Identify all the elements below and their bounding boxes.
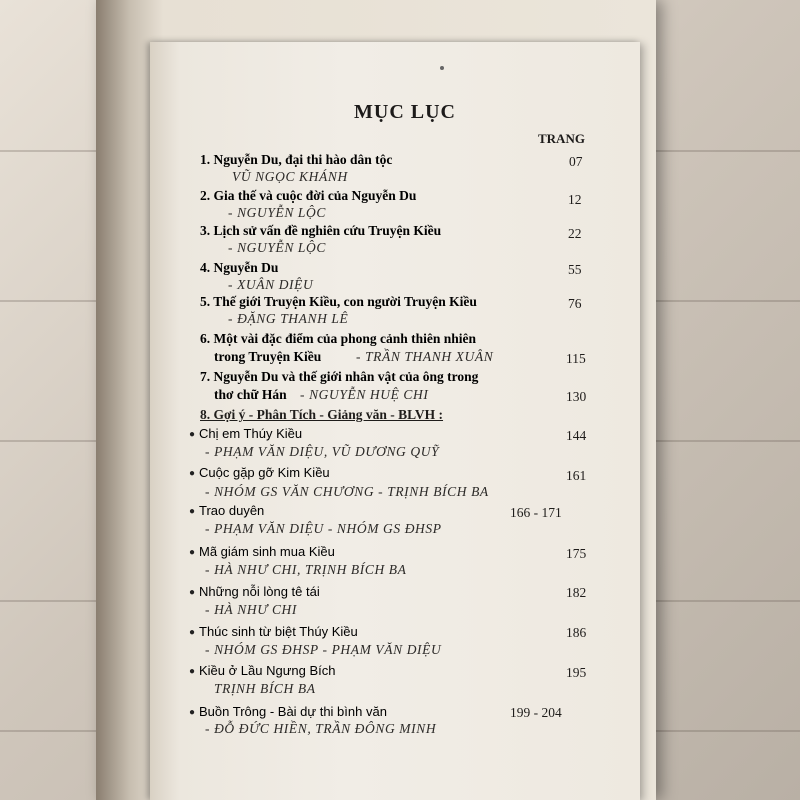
entry-title: 6. Một vài đặc điểm của phong cảnh thiên nhiên [200, 331, 477, 346]
sub-entry-author: - PHẠM VĂN DIỆU, VŨ DƯƠNG QUỸ [205, 444, 440, 459]
section-heading: 8. Gợi ý - Phân Tích - Giảng văn - BLVH : [200, 407, 444, 422]
entry-title-continued: thơ chữ Hán [214, 387, 287, 402]
entry-page: 55 [568, 262, 582, 277]
sub-entry-author: - NHÓM GS ĐHSP - PHẠM VĂN DIỆU [205, 642, 442, 657]
entry-title: 2. Gia thế và cuộc đời của Nguyễn Du [200, 188, 417, 203]
entry-title: 5. Thế giới Truyện Kiều, con người Truyện Kiều [200, 294, 477, 309]
sub-entry-author: - ĐỖ ĐỨC HIỀN, TRẦN ĐÔNG MINH [205, 721, 437, 736]
sub-entry-title: Những nỗi lòng tê tái [199, 584, 320, 599]
bullet-icon: ● [189, 707, 196, 718]
bullet-icon: ● [189, 506, 196, 517]
entry-author: - TRẦN THANH XUÂN [356, 349, 494, 364]
entry-author: VŨ NGỌC KHÁNH [232, 169, 348, 184]
sub-entry-page: 199 - 204 [510, 705, 562, 720]
entry-author: - NGUYỄN LỘC [228, 240, 326, 255]
entry-page: 07 [569, 154, 583, 169]
entry-page: 130 [566, 389, 587, 404]
entry-page: 115 [566, 351, 586, 366]
entry-author: - XUÂN DIỆU [228, 277, 314, 292]
sub-entry-title: Kiều ở Lầu Ngưng Bích [199, 663, 336, 678]
bullet-icon: ● [189, 429, 196, 440]
entry-title: 4. Nguyễn Du [200, 260, 279, 275]
bullet-icon: ● [189, 627, 196, 638]
page-column-header: TRANG [538, 131, 585, 146]
sub-entry-author: - HÀ NHƯ CHI [205, 602, 297, 617]
entry-title-continued: trong Truyện Kiều [214, 349, 322, 364]
sub-entry-page: 175 [566, 546, 587, 561]
entry-page: 76 [568, 296, 582, 311]
bullet-icon: ● [189, 468, 196, 479]
entry-title: 3. Lịch sử vấn đề nghiên cứu Truyện Kiều [200, 223, 442, 238]
sub-entry-title: Cuộc gặp gỡ Kim Kiều [199, 465, 330, 480]
sub-entry-author: TRỊNH BÍCH BA [214, 681, 316, 696]
entry-title: 7. Nguyễn Du và thế giới nhân vật của ông trong [200, 369, 479, 384]
entry-page: 22 [568, 226, 582, 241]
page-title: MỤC LỤC [354, 101, 456, 123]
bullet-icon: ● [189, 587, 196, 598]
sub-entry-page: 182 [566, 585, 587, 600]
sub-entry-title: Trao duyên [199, 503, 265, 518]
sub-entry-page: 161 [566, 468, 587, 483]
sub-entry-page: 166 - 171 [510, 505, 562, 520]
bullet-icon: ● [189, 547, 196, 558]
sub-entry-author: - HÀ NHƯ CHI, TRỊNH BÍCH BA [205, 562, 407, 577]
entry-author: - ĐẶNG THANH LÊ [228, 311, 349, 326]
sub-entry-title: Mã giám sinh mua Kiều [199, 544, 335, 559]
entry-author: - NGUYỄN HUỆ CHI [300, 387, 429, 402]
sub-entry-page: 186 [566, 625, 587, 640]
sub-entry-title: Thúc sinh từ biệt Thúy Kiều [199, 624, 358, 639]
entry-author: - NGUYỄN LỘC [228, 205, 326, 220]
sub-entry-author: - PHẠM VĂN DIỆU - NHÓM GS ĐHSP [205, 521, 442, 536]
sub-entry-author: - NHÓM GS VĂN CHƯƠNG - TRỊNH BÍCH BA [205, 484, 489, 499]
sub-entry-page: 195 [566, 665, 587, 680]
entry-title: 1. Nguyễn Du, đại thi hào dân tộc [200, 152, 393, 167]
entry-page: 12 [568, 192, 582, 207]
sub-entry-title: Buồn Trông - Bài dự thi bình văn [199, 704, 387, 719]
bullet-icon: ● [189, 666, 196, 677]
sub-entry-title: Chị em Thúy Kiều [199, 426, 303, 441]
page-mark [440, 66, 444, 70]
sub-entry-page: 144 [566, 428, 587, 443]
